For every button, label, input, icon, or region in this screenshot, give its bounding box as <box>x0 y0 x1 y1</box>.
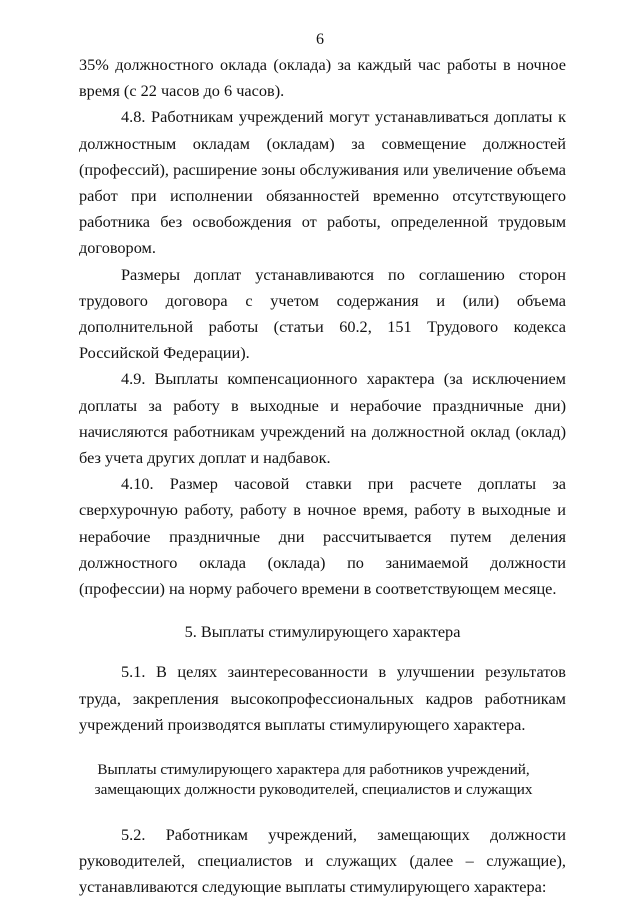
document-body <box>79 52 566 901</box>
paragraph-5-2: 5.2. Работникам учреждений, замещающих должности руководителей, специалистов и служащих (далее – служащие), устанавливаются следующие выплаты стимулирующего характера: <box>79 825 566 897</box>
subheading-line-1: Выплаты стимулирующего характера для работников учреждений, <box>97 761 530 779</box>
paragraph-4-9: 4.9. Выплаты компенсационного характера (за исключением доплаты за работу в выходные и нерабочие праздничные дни) начисляются работникам учреждений на должностной оклад (оклад) без учета других доплат и надбавок. <box>79 369 566 468</box>
subheading-stimulating-payments <box>79 760 566 800</box>
paragraph-4-8: 4.8. Работникам учреждений могут устанавливаться доплаты к должностным окладам (окладам) за совмещение должностей (профессий), расширение зоны обслуживания или увеличение объема работ при исполнении обязанностей временно отсутствующего работника без освобождения от работы, определенной трудовым договором. <box>79 107 566 258</box>
paragraph-surcharge-sizes: Размеры доплат устанавливаются по соглашению сторон трудового договора с учетом содержания и (или) объема дополнительной работы (статьи 60.2, 151 Трудового кодекса Российской Федерации). <box>79 264 566 363</box>
page-number: 6 <box>316 31 324 48</box>
section-5-title: 5. Выплаты стимулирующего характера <box>184 622 461 642</box>
paragraph-night-work-rate: 35% должностного оклада (оклада) за каждый час работы в ночное время (с 22 часов до 6 часов). <box>79 55 566 101</box>
paragraph-4-10: 4.10. Размер часовой ставки при расчете доплаты за сверхурочную работу, работу в ночное время, работу в выходные и нерабочие праздничные дни рассчитывается путем деления должностного оклада (оклада) по занимаемой должности (профессии) на норму рабочего времени в соответствующем месяце. <box>79 474 566 599</box>
subheading-line-2: замещающих должности руководителей, специалистов и служащих <box>94 781 533 799</box>
paragraph-5-1: 5.1. В целях заинтересованности в улучшении результатов труда, закрепления высокопрофессиональных кадров работникам учреждений производятся выплаты стимулирующего характера. <box>79 662 566 734</box>
